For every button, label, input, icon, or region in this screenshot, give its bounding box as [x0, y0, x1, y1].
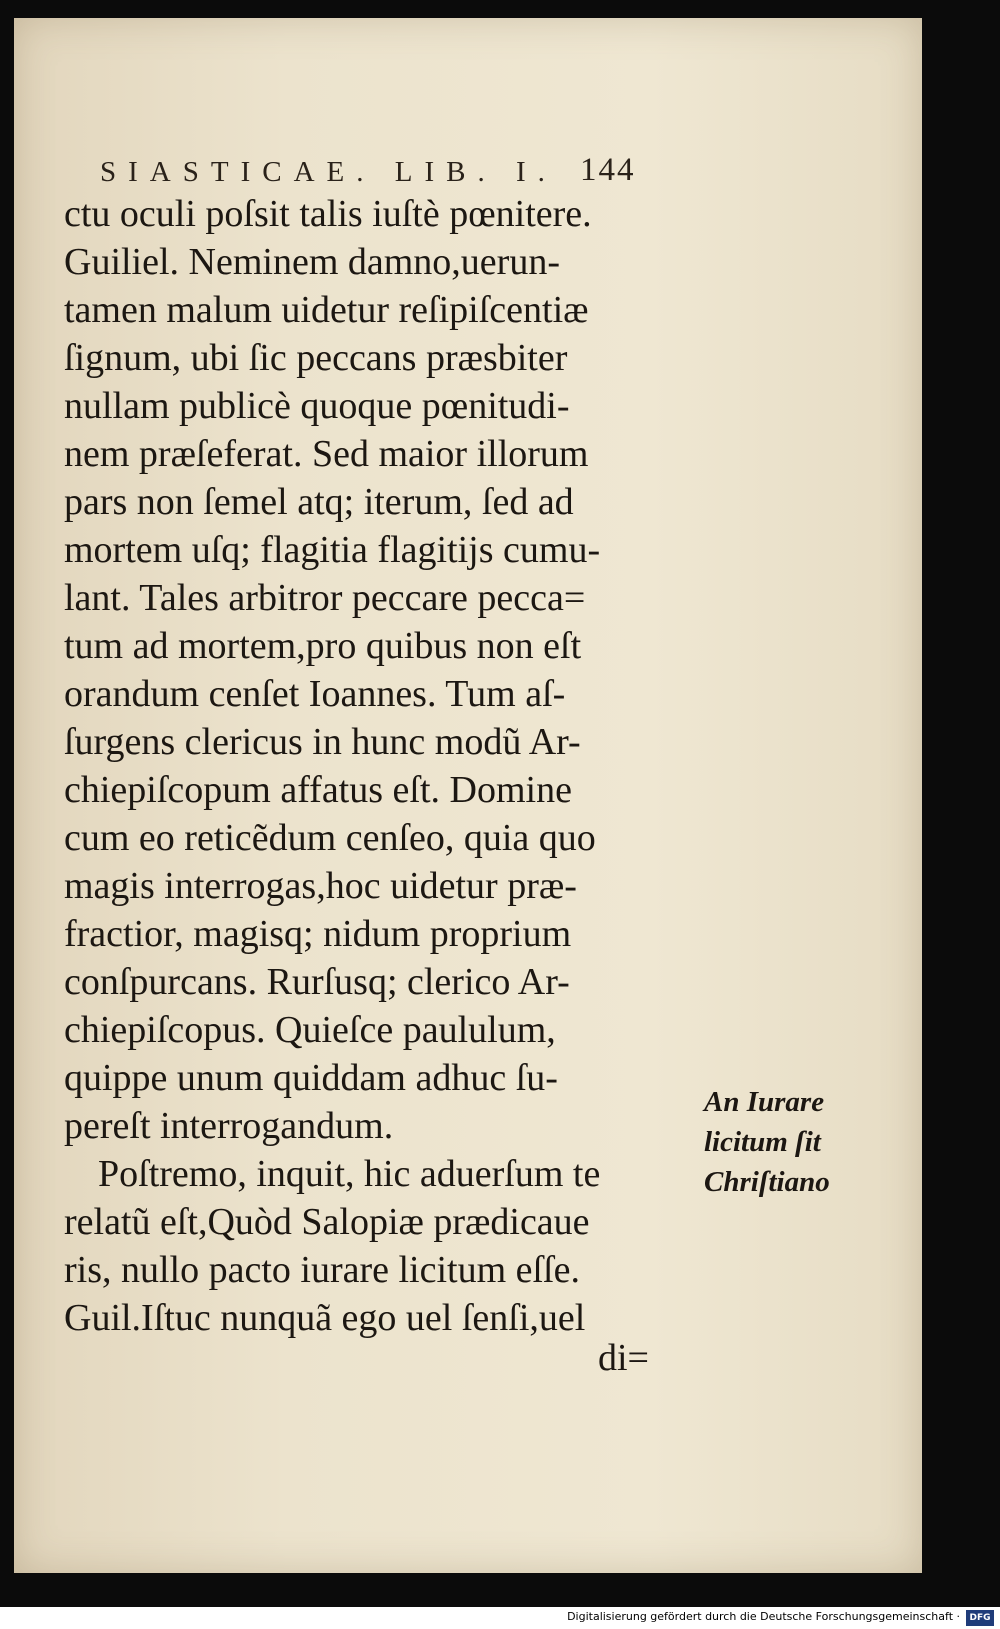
text-line: lant. Tales arbitror peccare pecca=: [64, 577, 586, 619]
text-line: fractior, magisq; nidum proprium: [64, 913, 572, 955]
text-line: Guil.Iſtuc nunquã ego uel ſenſi,uel: [64, 1297, 586, 1339]
text-line: ris, nullo pacto iurare licitum eſſe.: [64, 1249, 581, 1291]
marginal-line: An Iurare: [704, 1086, 825, 1118]
text-line: relatũ eſt,Quòd Salopiæ prædicaue: [64, 1201, 590, 1243]
text-line: nullam publicè quoque pœnitudi-: [64, 385, 570, 427]
text-line: magis interrogas,hoc uidetur præ-: [64, 865, 577, 907]
marginal-line: Chriſtiano: [704, 1166, 830, 1198]
text-line: ſignum, ubi ſic peccans præsbiter: [64, 337, 568, 379]
text-line: orandum cenſet Ioannes. Tum aſ-: [64, 673, 566, 715]
text-line: ctu oculi poſsit talis iuſtè pœnitere.: [64, 193, 592, 235]
text-line: mortem uſq; flagitia flagitijs cumu-: [64, 529, 601, 571]
text-line: conſpurcans. Rurſusq; clerico Ar-: [64, 961, 570, 1003]
text-line: pars non ſemel atq; iterum, ſed ad: [64, 481, 574, 523]
text-line: ſurgens clericus in hunc modũ Ar-: [64, 721, 581, 763]
text-line: Poſtremo, inquit, hic aduerſum te: [98, 1153, 601, 1195]
text-line: cum eo reticẽdum cenſeo, quia quo: [64, 817, 596, 859]
text-line: nem præſeferat. Sed maior illorum: [64, 433, 589, 475]
text-line: Guiliel. Neminem damno,uerun-: [64, 241, 560, 283]
text-line: tamen malum uidetur reſipiſcentiæ: [64, 289, 589, 331]
text-line: quippe unum quiddam adhuc ſu-: [64, 1057, 558, 1099]
marginal-line: licitum ſit: [704, 1126, 821, 1158]
text-line: tum ad mortem,pro quibus non eſt: [64, 625, 582, 667]
funding-credit: Digitalisierung gefördert durch die Deutsche Forschungsgemeinschaft ·: [567, 1610, 960, 1623]
marginal-note: [704, 1082, 854, 1202]
book-page: [14, 18, 922, 1573]
running-title: SIASTICAE. LIB. I.: [100, 156, 557, 188]
catchword: di=: [598, 1337, 649, 1379]
text-line: chiepiſcopum affatus eſt. Domine: [64, 769, 572, 811]
footer-bar: [0, 1607, 1000, 1629]
folio-number: 144: [580, 152, 636, 188]
running-header: [100, 152, 700, 192]
text-line: chiepiſcopus. Quieſce paululum,: [64, 1009, 556, 1051]
dfg-logo: DFG: [966, 1610, 994, 1626]
text-line: pereſt interrogandum.: [64, 1105, 394, 1147]
body-text: [64, 190, 704, 1342]
